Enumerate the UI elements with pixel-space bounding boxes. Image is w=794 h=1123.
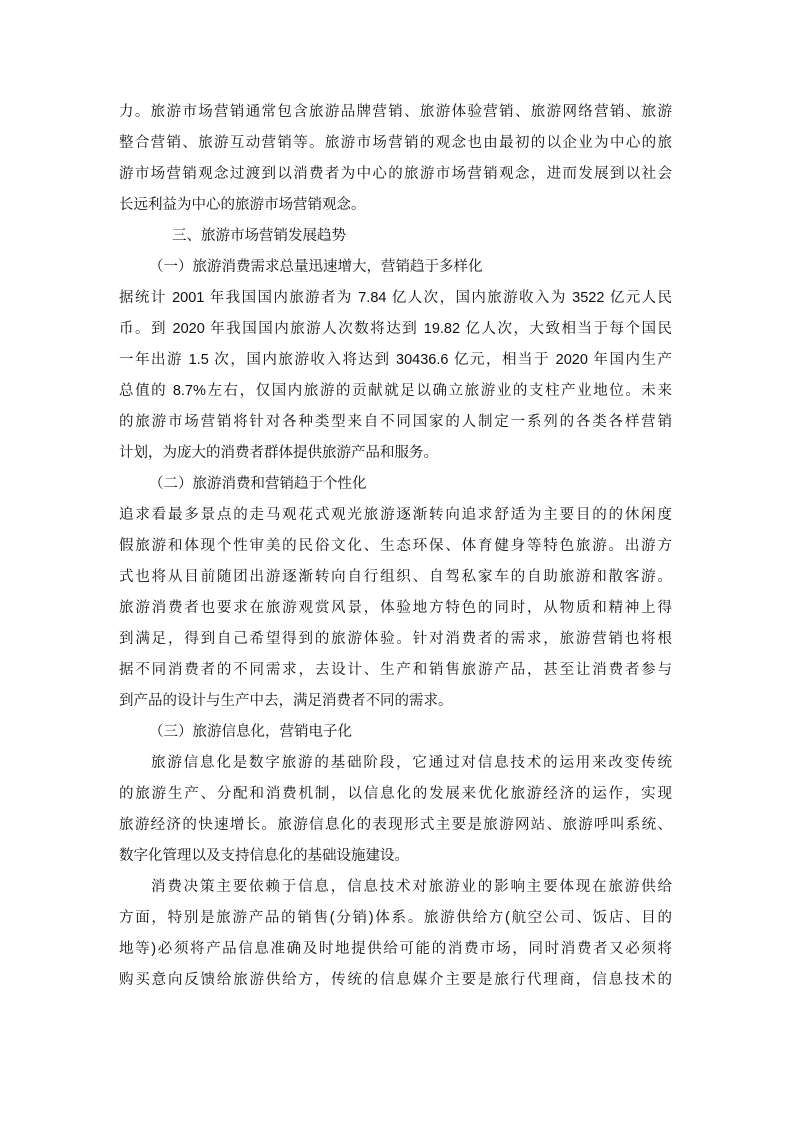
- text-line: 的旅游市场营销将针对各种类型来自不同国家的人制定一系列的各类各样营销: [119, 414, 672, 430]
- paragraph: [119, 748, 672, 872]
- text-line: 旅游消费者也要求在旅游观赏风景，体验地方特色的同时，从物质和精神上得: [119, 600, 672, 616]
- text-line: 式也将从目前随团出游逐渐转向自行组织、自驾私家车的自助旅游和散客游。: [119, 569, 672, 585]
- subsection-heading: （一）旅游消费需求总量迅速增大，营销趋于多样化: [149, 259, 483, 275]
- subsection-heading: （三）旅游信息化，营销电子化: [149, 724, 352, 740]
- paragraph: [119, 500, 672, 717]
- text-line: 据不同消费者的不同需求，去设计、生产和销售旅游产品，甚至让消费者参与: [119, 662, 672, 678]
- text-line: 的旅游生产、分配和消费机制，以信息化的发展来优化旅游经济的运作，实现: [119, 786, 672, 802]
- text-line: 旅游信息化是数字旅游的基础阶段，它通过对信息技术的运用来改变传统: [151, 755, 672, 771]
- text-line: 方面，特别是旅游产品的销售(分销)体系。旅游供给方(航空公司、饭店、目的: [119, 910, 672, 926]
- text-line: 一年出游 1.5 次，国内旅游收入将达到 30436.6 亿元，相当于 2020 年国内生产: [119, 352, 672, 368]
- text-line: 消费决策主要依赖于信息，信息技术对旅游业的影响主要体现在旅游供给: [151, 879, 672, 895]
- text-line: 币。到 2020 年我国国内旅游人次数将达到 19.82 亿人次，大致相当于每个国民: [119, 321, 672, 337]
- text-line: 购买意向反馈给旅游供给方，传统的信息媒介主要是旅行代理商，信息技术的: [119, 972, 672, 988]
- paragraph: [119, 97, 672, 221]
- text-line: 力。旅游市场营销通常包含旅游品牌营销、旅游体验营销、旅游网络营销、旅游: [119, 104, 672, 120]
- text-line: 长远利益为中心的旅游市场营销观念。: [119, 197, 366, 213]
- text-line: 到满足，得到自己希望得到的旅游体验。针对消费者的需求，旅游营销也将根: [119, 631, 672, 647]
- text-line: 数字化管理以及支持信息化的基础设施建设。: [119, 848, 409, 864]
- text-line: 据统计 2001 年我国国内旅游者为 7.84 亿人次，国内旅游收入为 3522 亿元人民: [119, 290, 672, 306]
- text-line: 到产品的设计与生产中去，满足消费者不同的需求。: [119, 693, 453, 709]
- text-line: 总值的 8.7%左右，仅国内旅游的贡献就足以确立旅游业的支柱产业地位。未来: [119, 383, 672, 399]
- paragraph: [119, 283, 672, 469]
- text-line: 假旅游和体现个性审美的民俗文化、生态环保、体育健身等特色旅游。出游方: [119, 538, 672, 554]
- paragraph: [119, 872, 672, 996]
- document-body: [119, 97, 672, 996]
- text-line: 旅游经济的快速增长。旅游信息化的表现形式主要是旅游网站、旅游呼叫系统、: [119, 817, 672, 833]
- text-line: 计划，为庞大的消费者群体提供旅游产品和服务。: [119, 445, 438, 461]
- text-line: 游市场营销观念过渡到以消费者为中心的旅游市场营销观念，进而发展到以社会: [119, 166, 672, 182]
- text-line: 整合营销、旅游互动营销等。旅游市场营销的观念也由最初的以企业为中心的旅: [119, 135, 672, 151]
- text-line: 地等)必须将产品信息准确及时地提供给可能的消费市场，同时消费者又必须将: [119, 941, 672, 957]
- section-heading: 三、旅游市场营销发展趋势: [172, 228, 346, 244]
- text-line: 追求看最多景点的走马观花式观光旅游逐渐转向追求舒适为主要目的的休闲度: [119, 507, 672, 523]
- subsection-heading: （二）旅游消费和营销趋于个性化: [149, 476, 367, 492]
